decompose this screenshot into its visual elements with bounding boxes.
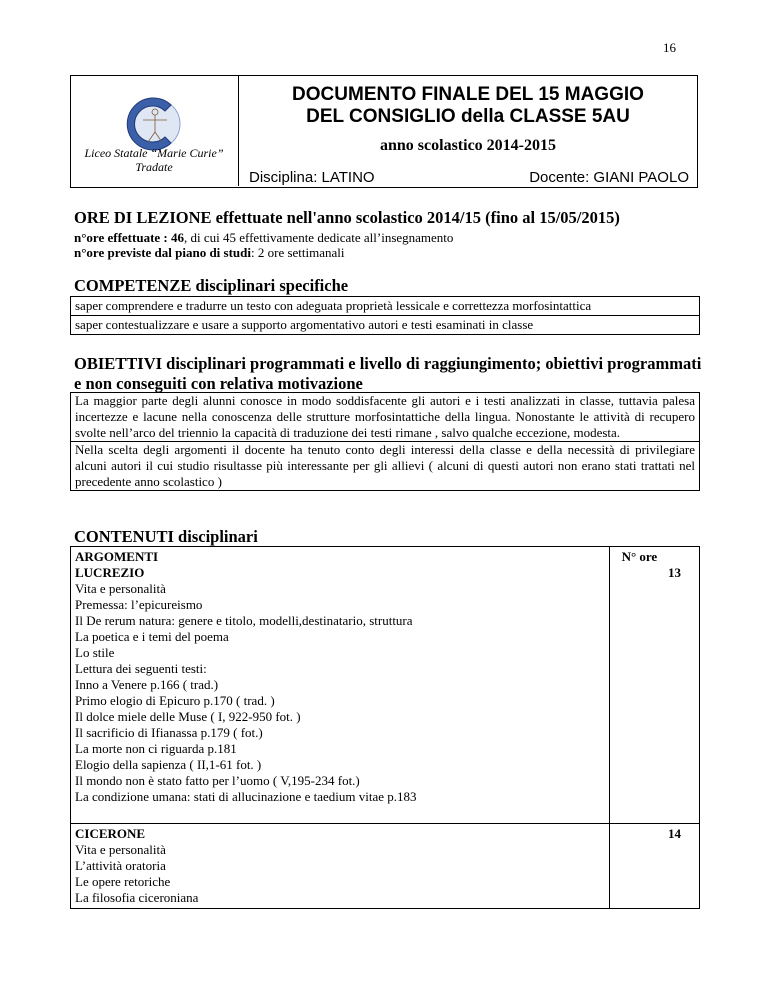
- obiettivi-heading: OBIETTIVI disciplinari programmati e livello di raggiungimento; obiettivi programmati e non conseguiti con relativa motivazione: [74, 354, 702, 393]
- list-item: Vita e personalità: [75, 842, 166, 857]
- obiettivo-cell: La maggior parte degli alunni conosce in modo soddisfacente gli autori e i testi analizzati in classe, tuttavia palesa incertezze e lacune nella conoscenza delle strutture morfosintattiche della lingua. Nonostante le attività di recupero svolte nell’arco del triennio la capacità di traduzione dei testi rimane , salvo qualche eccezione, modesta.: [71, 393, 700, 442]
- school-year: anno scolastico 2014-2015: [380, 137, 556, 154]
- topic-title: CICERONE: [75, 826, 146, 841]
- hours-heading: ORE DI LEZIONE effettuate nell'anno scolastico 2014/15 (fino al 15/05/2015): [74, 208, 620, 227]
- list-item: Il De rerum natura: genere e titolo, modelli,destinatario, struttura: [75, 613, 413, 628]
- hours-cell-lucrezio: [609, 547, 699, 824]
- col-ore-header: N° ore: [621, 549, 658, 564]
- page-number: 16: [663, 40, 676, 55]
- obiettivo-cell: Nella scelta degli argomenti il docente ha tenuto conto degli interessi della classe e della necessità di privilegiare alcuni autori il cui studio risultasse più interessante per gli allievi ( alcuni di questi autori non erano stati trattati nel precedente anno scolastico ): [71, 442, 700, 491]
- topic-title: LUCREZIO: [75, 565, 145, 580]
- list-item: Le opere retoriche: [75, 874, 171, 889]
- subject-label: Disciplina: LATINO: [249, 169, 375, 186]
- table-row: [71, 442, 700, 491]
- list-item: Il dolce miele delle Muse ( I, 922-950 fot. ): [75, 709, 301, 724]
- teacher-label: Docente: GIANI PAOLO: [529, 169, 689, 186]
- col-argomenti-header: ARGOMENTI: [75, 549, 159, 564]
- competenze-heading: COMPETENZE disciplinari specifiche: [74, 276, 349, 295]
- hours-planned-label: n°ore previste dal piano di studi: [74, 245, 252, 260]
- list-item: L’attività oratoria: [75, 858, 166, 873]
- list-item: Il sacrificio di Ifianassa p.179 ( fot.): [75, 725, 263, 740]
- hours-done-text: , di cui 45 effettivamente dedicate all’insegnamento: [184, 230, 454, 245]
- topic-hours: 13: [668, 565, 681, 580]
- competenze-table: [70, 296, 700, 335]
- topic-cell-lucrezio: [71, 547, 610, 824]
- obiettivi-table: [70, 392, 700, 491]
- contenuti-table: [70, 546, 700, 909]
- list-item: Lettura dei seguenti testi:: [75, 661, 207, 676]
- title-line2: DEL CONSIGLIO della CLASSE 5AU: [306, 106, 630, 127]
- list-item: Elogio della sapienza ( II,1-61 fot. ): [75, 757, 262, 772]
- document-title: [239, 84, 697, 128]
- spacer: [75, 805, 605, 821]
- list-item: Primo elogio di Epicuro p.170 ( trad. ): [75, 693, 275, 708]
- table-row: [71, 393, 700, 442]
- competenza-cell: saper comprendere e tradurre un testo con adeguata proprietà lessicale e correttezza morfosintattica: [71, 297, 700, 316]
- list-item: Il mondo non è stato fatto per l’uomo ( V,195-234 fot.): [75, 773, 360, 788]
- logo-cell: [71, 76, 239, 186]
- hours-planned-text: : 2 ore settimanali: [251, 245, 345, 260]
- hours-planned: [74, 245, 345, 261]
- school-name: [71, 146, 237, 174]
- list-item: La poetica e i temi del poema: [75, 629, 229, 644]
- hours-done: [74, 230, 453, 246]
- table-row: [71, 297, 700, 316]
- school-name-line2: Tradate: [135, 160, 173, 174]
- school-name-line1: Liceo Statale “Marie Curie”: [84, 146, 224, 160]
- table-row: [71, 316, 700, 335]
- list-item: Vita e personalità: [75, 581, 166, 596]
- document-header: [70, 75, 698, 188]
- hours-cell-cicerone: [609, 824, 699, 909]
- list-item: Premessa: l’epicureismo: [75, 597, 203, 612]
- title-line1: DOCUMENTO FINALE DEL 15 MAGGIO: [292, 84, 644, 105]
- list-item: La condizione umana: stati di allucinazione e taedium vitae p.183: [75, 789, 417, 804]
- list-item: La morte non ci riguarda p.181: [75, 741, 237, 756]
- table-row: [71, 547, 700, 824]
- topic-hours: 14: [668, 826, 681, 841]
- contenuti-heading: CONTENUTI disciplinari: [74, 527, 258, 546]
- competenza-cell: saper contestualizzare e usare a supporto argomentativo autori e testi esaminati in classe: [71, 316, 700, 335]
- topic-cell-cicerone: [71, 824, 610, 909]
- hours-done-label: n°ore effettuate : 46: [74, 230, 184, 245]
- table-row: [71, 824, 700, 909]
- list-item: Lo stile: [75, 645, 115, 660]
- list-item: La filosofia ciceroniana: [75, 890, 199, 905]
- list-item: Inno a Venere p.166 ( trad.): [75, 677, 219, 692]
